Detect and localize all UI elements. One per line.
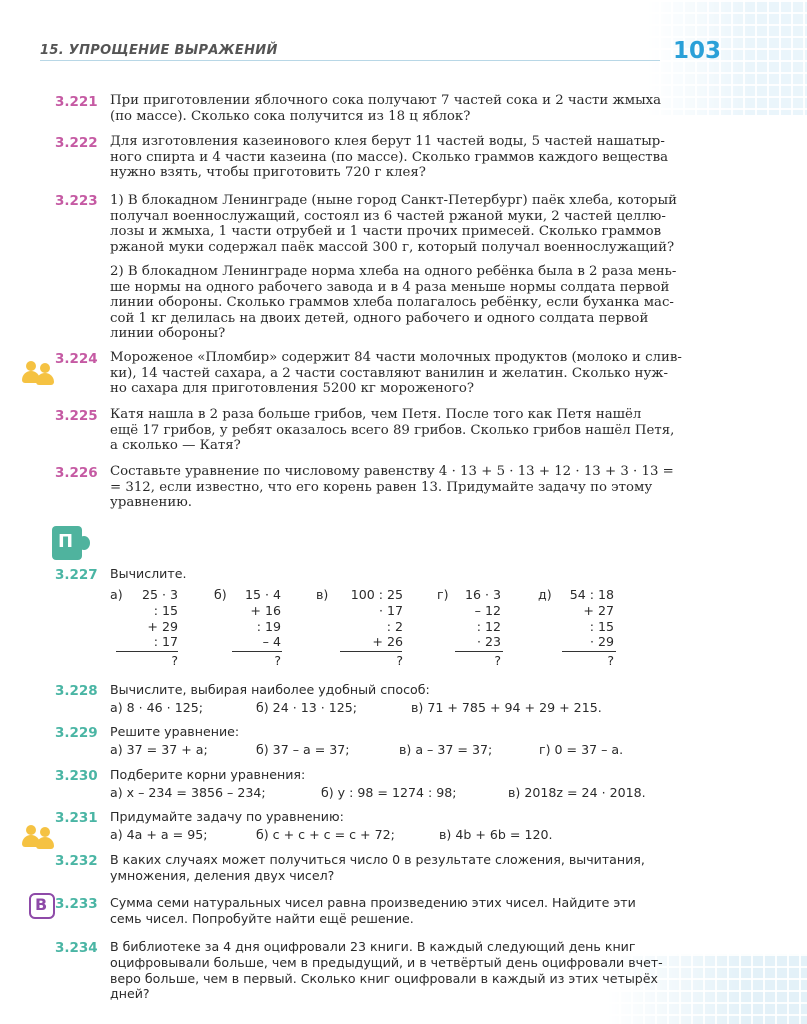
op-line: : 17: [153, 634, 178, 650]
op-line: : 15: [153, 602, 178, 618]
b-level-icon: [29, 893, 55, 919]
op-line: : 15: [589, 618, 614, 634]
op-line: + 29: [147, 618, 178, 634]
problem-items: [110, 742, 722, 758]
text-line: сой 1 кг делилась на двоих детей, одного рабочего и одного солдата первой: [110, 310, 649, 326]
sum-bar: [562, 651, 616, 652]
op-line: : 2: [386, 618, 403, 634]
text-line: Составьте уравнение по числовому равенству 4 · 13 + 5 · 13 + 12 · 13 + 3 · 13 =: [110, 464, 674, 479]
item: г) 0 = 37 – a.: [539, 742, 624, 757]
item: а) x – 234 = 3856 – 234;: [110, 785, 266, 800]
text-line: а сколько — Катя?: [110, 438, 241, 453]
op-line: 16 · 3: [464, 587, 501, 602]
text-line: дней?: [110, 986, 150, 1002]
result-mark: ?: [396, 653, 403, 668]
problem-text: [110, 193, 722, 255]
op-line: + 16: [250, 602, 281, 618]
problem-prompt: Вычислите, выбирая наиболее удобный способ:: [110, 682, 430, 697]
problem-number: 3.223: [55, 193, 98, 209]
text-line: 1) В блокадном Ленинграде (ныне город Санкт-Петербург) паёк хлеба, который: [110, 193, 678, 208]
problem-items: [110, 785, 722, 801]
problem-number: 3.227: [55, 567, 98, 583]
op-line: – 4: [262, 634, 281, 650]
text-line: лозы и жмыха, 1 части отрубей и 1 части прочих примесей. Сколько граммов: [110, 224, 662, 239]
column-label: б): [214, 587, 227, 602]
header-rule: [40, 60, 660, 61]
column-ops: [88, 587, 178, 650]
text-line: линии обороны. Сколько граммов хлеба полагалось ребёнку, если буханка мас-: [110, 295, 674, 310]
sum-bar: [232, 651, 282, 652]
text-line: ржаной муки содержал паёк массой 300 г, который получал военнослужащий?: [110, 239, 675, 255]
problem-number: 3.228: [55, 683, 98, 699]
text-line: При приготовлении яблочного сока получают 7 частей сока и 2 части жмыха: [110, 93, 662, 108]
op-line: 25 · 3: [141, 587, 178, 602]
page-number: 103: [673, 38, 722, 64]
result-mark: ?: [494, 653, 501, 668]
problem-text: [110, 93, 722, 124]
problem-prompt: Подберите корни уравнения:: [110, 767, 306, 782]
problem-items: [110, 827, 722, 843]
problem-number: 3.222: [55, 135, 98, 151]
op-line: : 19: [256, 618, 281, 634]
problem-prompt: Придумайте задачу по уравнению:: [110, 809, 344, 824]
problem-text: [110, 939, 722, 1002]
problem-number: 3.233: [55, 896, 98, 912]
b-level-letter: В: [35, 895, 48, 914]
text-line: линии обороны?: [110, 326, 226, 341]
problem-number: 3.226: [55, 465, 98, 481]
problem-number: 3.234: [55, 940, 98, 956]
text-line: ещё 17 грибов, у ребят оказалось всего 89 грибов. Сколько грибов нашёл Петя,: [110, 422, 675, 438]
column-label: г): [437, 587, 449, 602]
op-line: · 23: [476, 634, 501, 650]
text-line: ше нормы на одного рабочего завода и в 4 раза меньше нормы солдата первой: [110, 279, 670, 295]
problem-number: 3.229: [55, 725, 98, 741]
text-line: семь чисел. Попробуйте найти ещё решение.: [110, 910, 414, 926]
op-line: 54 : 18: [569, 587, 614, 602]
text-line: уравнению.: [110, 495, 193, 510]
problem-number: 3.224: [55, 351, 98, 367]
problem-items: [110, 700, 722, 716]
text-line: В библиотеке за 4 дня оцифровали 23 книги. В каждый следующий день книг: [110, 939, 636, 954]
text-line: оцифровывали больше, чем в предыдущий, и в четвёртый день оцифровали вчет-: [110, 954, 663, 970]
text-line: но сахара для приготовления 5200 кг мороженого?: [110, 381, 475, 396]
result-mark: ?: [607, 653, 614, 668]
op-line: + 26: [372, 634, 403, 650]
problem-text: [110, 852, 722, 884]
text-line: 2) В блокадном Ленинграде норма хлеба на одного ребёнка была в 2 раза мень-: [110, 264, 677, 279]
op-line: 100 : 25: [350, 587, 403, 602]
problem-text: [110, 895, 722, 927]
text-line: веро больше, чем в первый. Сколько книг оцифровали в каждый из этих четырёх: [110, 970, 658, 986]
problem-number: 3.230: [55, 768, 98, 784]
problem-text: [110, 464, 722, 511]
item: б) 24 · 13 · 125;: [256, 700, 358, 715]
puzzle-p-icon: [52, 526, 92, 566]
op-line: · 17: [378, 602, 403, 618]
problem-text-part2: [110, 264, 722, 342]
section-title: 15. УПРОЩЕНИЕ ВЫРАЖЕНИЙ: [40, 43, 278, 58]
op-line: – 12: [474, 602, 501, 618]
column-ops: [191, 587, 281, 650]
op-line: + 27: [583, 602, 614, 618]
problem-text: [110, 350, 722, 397]
pair-work-icon: [22, 825, 62, 849]
item: б) c + c + c = c + 72;: [256, 827, 395, 842]
op-line: : 12: [476, 618, 501, 634]
text-line: нужно взять, чтобы приготовить 720 г клея?: [110, 165, 426, 180]
text-line: Катя нашла в 2 раза больше грибов, чем Петя. После того как Петя нашёл: [110, 407, 642, 422]
text-line: ки), 14 частей сахара, а 2 части составляют ванилин и желатин. Сколько нуж-: [110, 365, 669, 381]
item: в) 2018z = 24 · 2018.: [508, 785, 646, 800]
column-label: а): [110, 587, 123, 602]
item: а) 37 = 37 + a;: [110, 742, 208, 757]
problem-text: [110, 407, 722, 454]
op-line: 15 · 4: [244, 587, 281, 602]
sum-bar: [116, 651, 178, 652]
problem-number: 3.231: [55, 810, 98, 826]
column-ops: [411, 587, 501, 650]
column-label: в): [316, 587, 329, 602]
result-mark: ?: [274, 653, 281, 668]
problem-prompt: Вычислите.: [110, 566, 187, 581]
problem-number: 3.225: [55, 408, 98, 424]
item: б) y : 98 = 1274 : 98;: [321, 785, 457, 800]
result-mark: ?: [171, 653, 178, 668]
op-line: · 29: [589, 634, 614, 650]
text-line: Сумма семи натуральных чисел равна произведению этих чисел. Найдите эти: [110, 895, 636, 910]
text-line: Для изготовления казеинового клея берут 11 частей воды, 5 частей нашатыр-: [110, 134, 665, 149]
puzzle-letter: П: [58, 531, 74, 552]
text-line: Мороженое «Пломбир» содержит 84 части молочных продуктов (молоко и слив-: [110, 350, 682, 365]
problem-text: [110, 134, 722, 181]
text-line: В каких случаях может получиться число 0 в результате сложения, вычитания,: [110, 852, 645, 867]
column-ops: [313, 587, 403, 650]
text-line: получал военнослужащий, состоял из 6 частей ржаной муки, 2 частей целлю-: [110, 208, 666, 224]
problem-number: 3.232: [55, 853, 98, 869]
text-line: умножения, деления двух чисел?: [110, 867, 335, 883]
text-line: = 312, если известно, что его корень равен 13. Придумайте задачу по этому: [110, 479, 653, 495]
item: в) a – 37 = 37;: [399, 742, 493, 757]
column-label: д): [538, 587, 552, 602]
item: в) 4b + 6b = 120.: [439, 827, 553, 842]
text-line: (по массе). Сколько сока получится из 18 ц яблок?: [110, 108, 471, 124]
item: а) 8 · 46 · 125;: [110, 700, 203, 715]
item: в) 71 + 785 + 94 + 29 + 215.: [411, 700, 602, 715]
item: а) 4a + a = 95;: [110, 827, 208, 842]
sum-bar: [340, 651, 402, 652]
problem-prompt: Решите уравнение:: [110, 724, 240, 739]
item: б) 37 – a = 37;: [256, 742, 350, 757]
text-line: ного спирта и 4 части казеина (по массе). Сколько граммов каждого вещества: [110, 149, 669, 165]
column-ops: [524, 587, 614, 650]
problem-number: 3.221: [55, 94, 98, 110]
sum-bar: [455, 651, 503, 652]
